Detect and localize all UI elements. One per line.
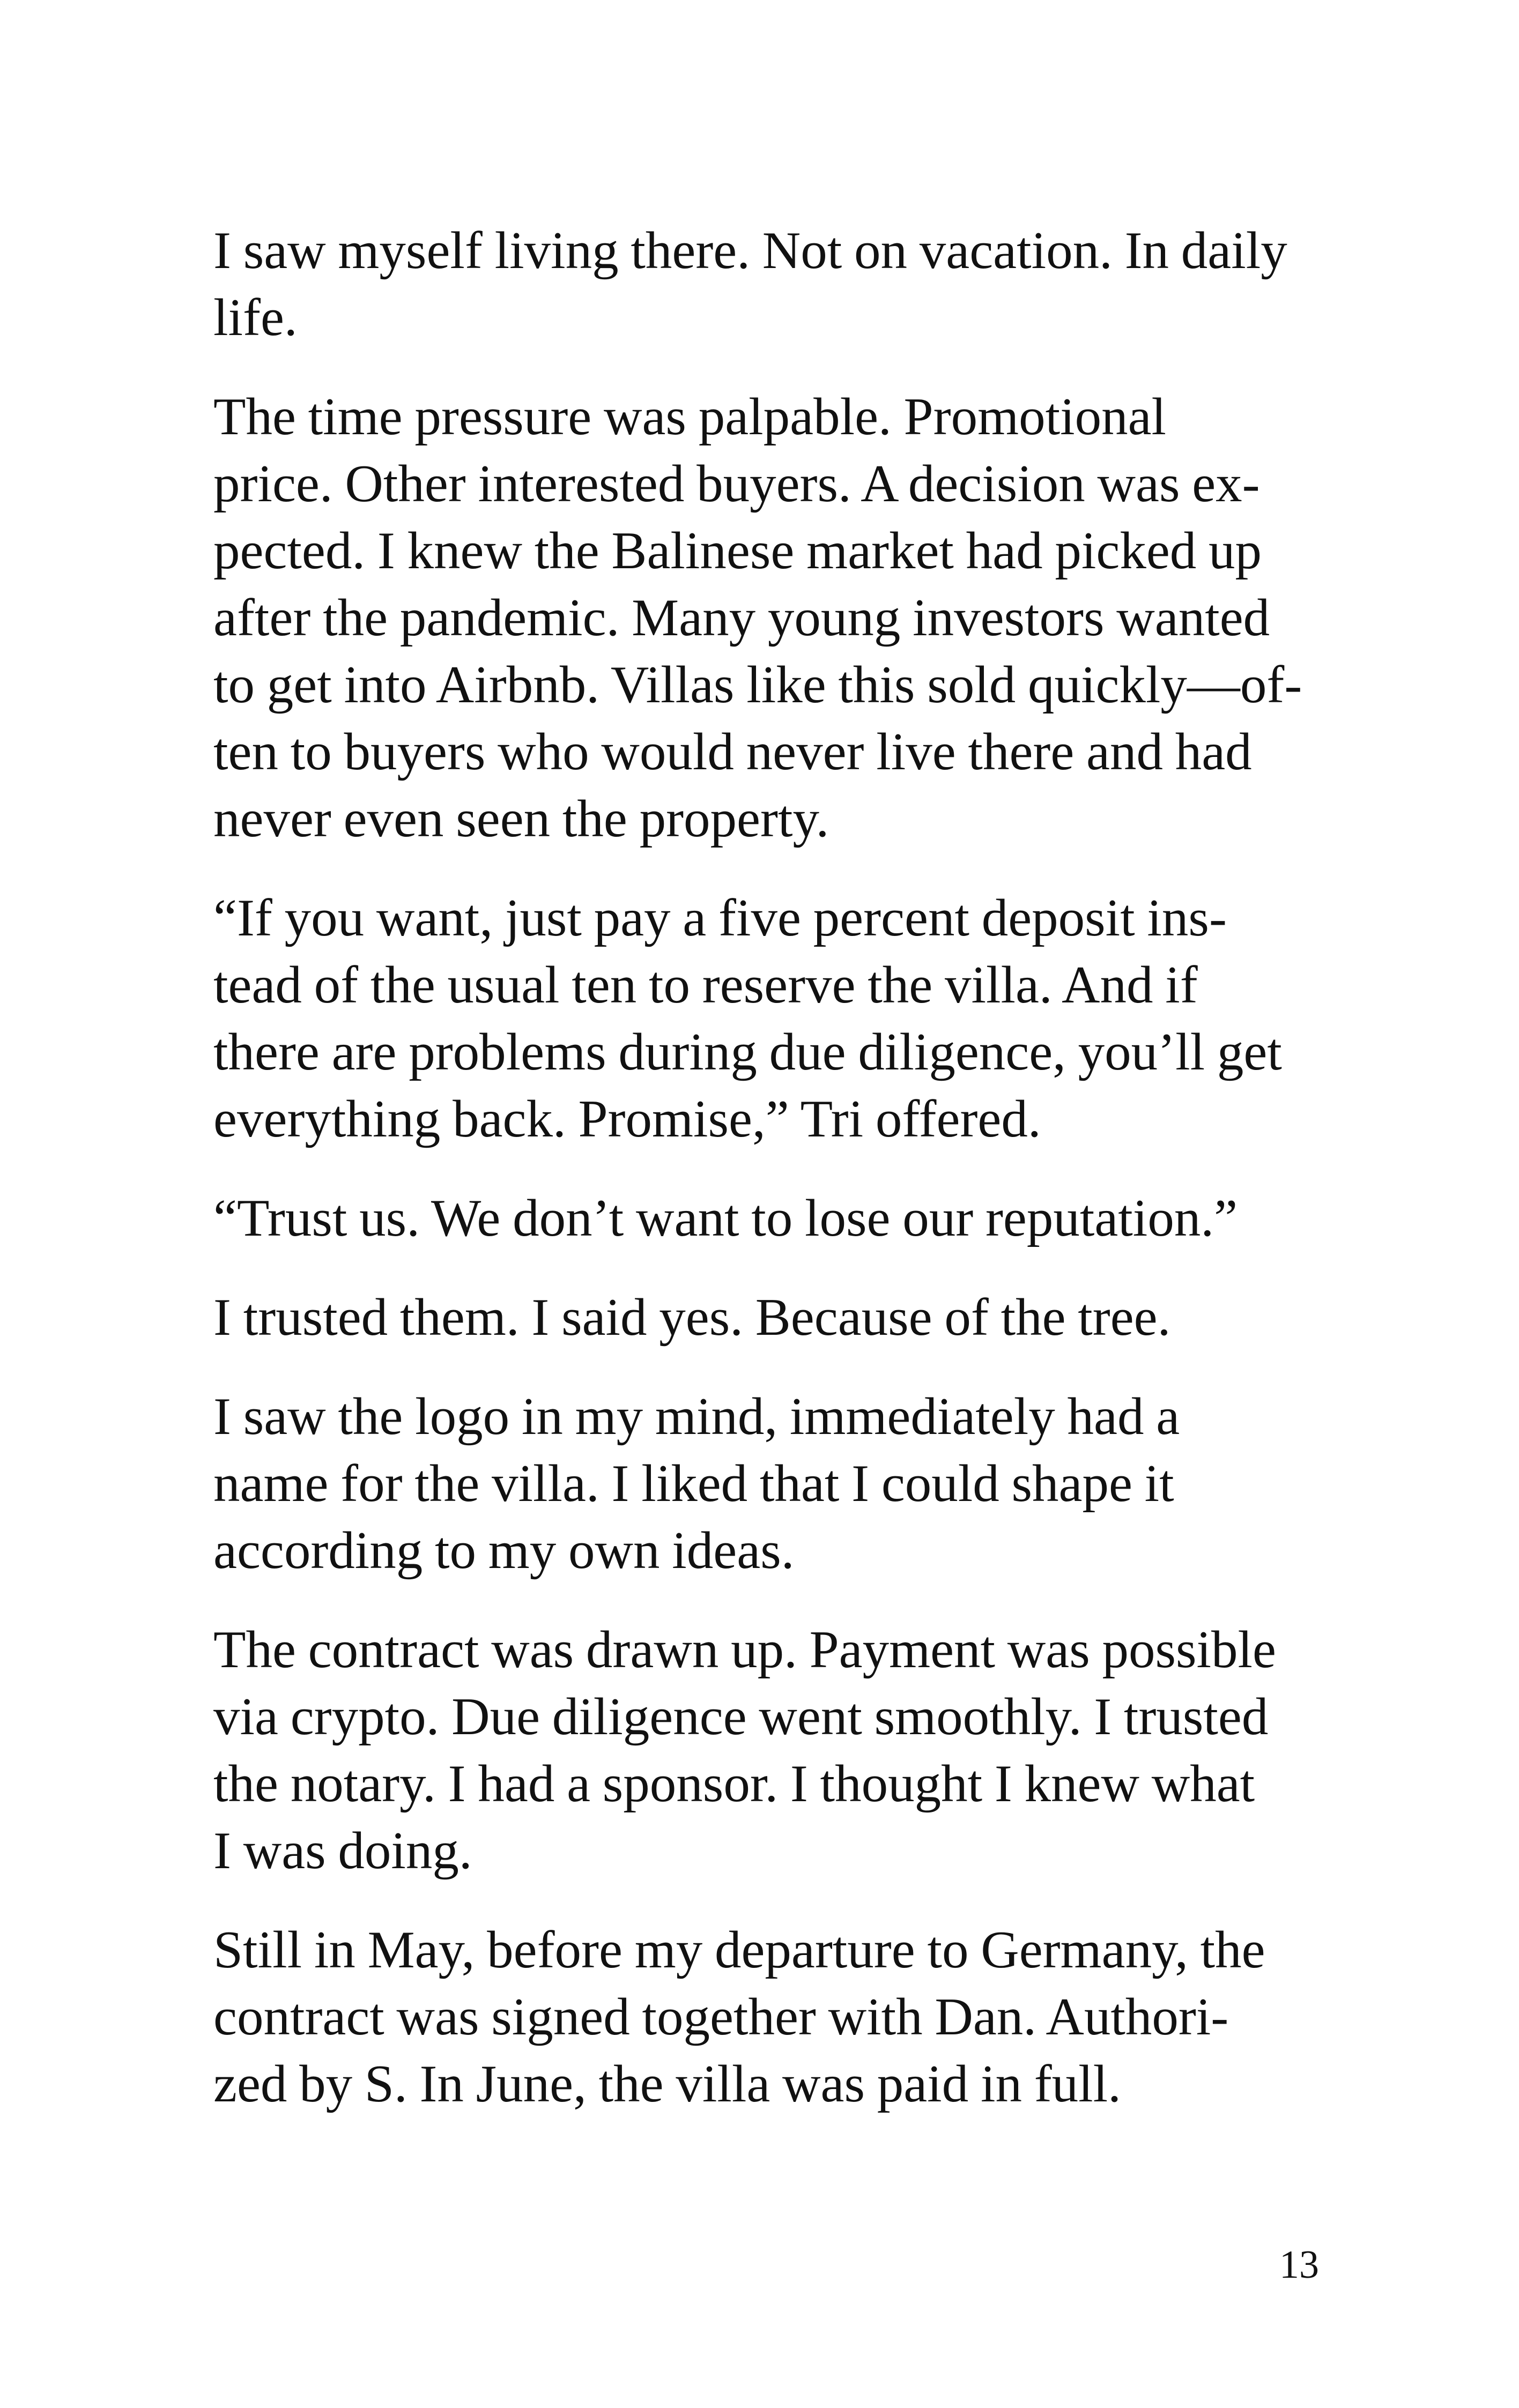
body-text — [213, 217, 1319, 2117]
text-line: via crypto. Due diligence went smoothly. I trusted — [213, 1688, 1269, 1746]
text-line: “If you want, just pay a five percent deposit ins- — [213, 889, 1227, 947]
text-line: name for the villa. I liked that I could shape it — [213, 1454, 1174, 1513]
text-line: contract was signed together with Dan. Authori- — [213, 1988, 1229, 2046]
text-line: never even seen the property. — [213, 790, 829, 848]
text-line: there are problems during due diligence, you’ll get — [213, 1023, 1282, 1081]
text-line: I was doing. — [213, 1822, 472, 1880]
text-line: I saw the logo in my mind, immediately had a — [213, 1387, 1180, 1446]
page-number: 13 — [1279, 2243, 1319, 2287]
text-line: The time pressure was palpable. Promotional — [213, 388, 1167, 446]
text-line: I trusted them. I said yes. Because of the tree. — [213, 1288, 1171, 1347]
text-line: tead of the usual ten to reserve the villa. And if — [213, 956, 1198, 1014]
text-line: I saw myself living there. Not on vacation. In daily — [213, 221, 1287, 280]
text-line: to get into Airbnb. Villas like this sold quickly—of- — [213, 656, 1302, 714]
paragraph — [213, 885, 1319, 1153]
text-line: pected. I knew the Balinese market had picked up — [213, 522, 1262, 580]
paragraph — [213, 217, 1319, 351]
text-line: Still in May, before my departure to Germany, the — [213, 1921, 1265, 1979]
text-line: life. — [213, 288, 298, 347]
paragraph — [213, 1916, 1319, 2117]
paragraph — [213, 1383, 1319, 1584]
paragraph — [213, 1284, 1319, 1351]
paragraph — [213, 383, 1319, 852]
text-line: zed by S. In June, the villa was paid in full. — [213, 2055, 1121, 2113]
text-line: price. Other interested buyers. A decision was ex- — [213, 455, 1260, 513]
text-line: after the pandemic. Many young investors wanted — [213, 589, 1270, 647]
paragraph — [213, 1616, 1319, 1884]
text-line: ten to buyers who would never live there and had — [213, 723, 1252, 781]
text-line: according to my own ideas. — [213, 1521, 795, 1580]
text-line: everything back. Promise,” Tri offered. — [213, 1090, 1041, 1148]
text-line: The contract was drawn up. Payment was possible — [213, 1621, 1277, 1679]
paragraph — [213, 1185, 1319, 1252]
text-line: “Trust us. We don’t want to lose our reputation.” — [213, 1189, 1238, 1247]
text-line: the notary. I had a sponsor. I thought I knew what — [213, 1755, 1255, 1813]
